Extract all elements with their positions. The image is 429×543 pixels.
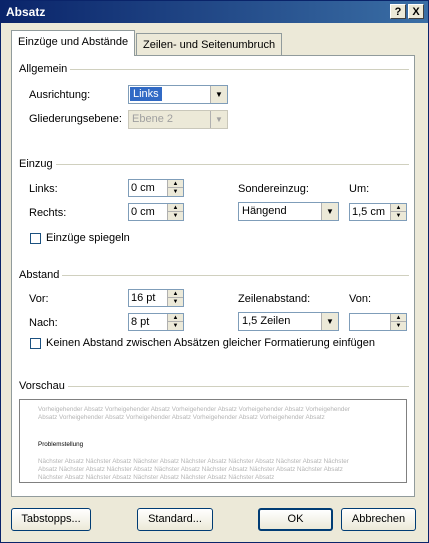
ok-button[interactable]: OK — [258, 508, 333, 531]
sondereinzug-label: Sondereinzug: — [238, 183, 309, 195]
divider — [19, 69, 409, 70]
chevron-down-icon[interactable]: ▼ — [321, 203, 338, 220]
spin-down-icon[interactable]: ▼ — [167, 187, 183, 196]
preview-previous-paragraph: Vorheigehender Absatz Vorheigehender Absatz Vorheigehender Absatz Vorheigehender Absatz Vorheigehender Absatz Vorheigehender Absatz Vorheigehender Absatz Vorheigehender Absatz Vorheigehender Absatz — [38, 406, 350, 421]
chevron-down-icon[interactable]: ▼ — [210, 86, 227, 103]
preview-current-paragraph: Problemstellung — [38, 441, 84, 448]
sondereinzug-select[interactable] — [238, 202, 339, 221]
gliederungsebene-label: Gliederungsebene: — [29, 113, 122, 125]
tab-zeilen-und-seitenumbruch[interactable] — [136, 33, 282, 55]
gliederungsebene-value: Ebene 2 — [132, 113, 173, 125]
spin-down-icon[interactable]: ▼ — [390, 211, 406, 220]
rechts-value: 0 cm — [131, 206, 155, 218]
close-button[interactable]: X — [408, 4, 424, 19]
window-title: Absatz — [6, 5, 46, 19]
zeilenabstand-select[interactable] — [238, 312, 339, 331]
zeilenabstand-label: Zeilenabstand: — [238, 293, 311, 305]
chevron-down-icon: ▼ — [210, 111, 227, 128]
spin-up-icon[interactable]: ▲ — [167, 290, 183, 298]
section-allgemein: Allgemein — [19, 63, 70, 75]
ausrichtung-value: Links — [130, 87, 162, 101]
gliederungsebene-select — [128, 110, 228, 129]
von-stepper[interactable] — [349, 313, 407, 331]
nach-value: 8 pt — [131, 316, 150, 328]
preview-next-paragraph: Nächster Absatz Nächster Absatz Nächster Absatz Nächster Absatz Nächster Absatz Nächster Absatz Nächster Absatz Nächster Absatz Nächster Absatz Nächster Absatz Nächster Absatz Nächster Absatz Nächster Absatz Nächster Absatz Nächster Absatz Nächster Absatz Nächster Absatz Nächster Absatz — [38, 458, 349, 481]
tabstopps-button[interactable]: Tabstopps... — [11, 508, 91, 531]
spin-up-icon[interactable]: ▲ — [167, 180, 183, 188]
keinen-abstand-label: Keinen Abstand zwischen Absätzen gleicher Formatierung einfügen — [46, 337, 375, 349]
vor-stepper[interactable] — [128, 289, 184, 307]
divider — [19, 164, 409, 165]
um-label: Um: — [349, 183, 370, 195]
ausrichtung-select[interactable] — [128, 85, 228, 104]
chevron-down-icon[interactable]: ▼ — [321, 313, 338, 330]
spin-up-icon[interactable]: ▲ — [390, 314, 406, 322]
section-abstand: Abstand — [19, 269, 62, 281]
spin-down-icon[interactable]: ▼ — [390, 321, 406, 330]
title-bar[interactable] — [1, 1, 428, 23]
links-stepper[interactable] — [128, 179, 184, 197]
keinen-abstand-checkbox[interactable] — [30, 338, 41, 349]
preview-box — [19, 399, 407, 483]
von-label: Von: — [349, 293, 372, 305]
rechts-stepper[interactable] — [128, 203, 184, 221]
um-value: 1,5 cm — [352, 206, 386, 218]
spin-down-icon[interactable]: ▼ — [167, 297, 183, 306]
divider — [19, 386, 409, 387]
standard-button[interactable]: Standard... — [137, 508, 213, 531]
links-label: Links: — [29, 183, 58, 195]
abbrechen-button[interactable]: Abbrechen — [341, 508, 416, 531]
tab-label: Einzüge und Abstände — [18, 36, 129, 48]
section-vorschau: Vorschau — [19, 380, 68, 392]
um-stepper[interactable] — [349, 203, 407, 221]
vor-value: 16 pt — [131, 292, 156, 304]
section-einzug: Einzug — [19, 158, 56, 170]
vor-label: Vor: — [29, 293, 49, 305]
tab-einzuege-und-abstaende[interactable] — [11, 30, 135, 56]
zeilenabstand-value: 1,5 Zeilen — [242, 315, 291, 327]
rechts-label: Rechts: — [29, 207, 67, 219]
sondereinzug-value: Hängend — [242, 205, 287, 217]
nach-stepper[interactable] — [128, 313, 184, 331]
ausrichtung-label: Ausrichtung: — [29, 89, 91, 101]
links-value: 0 cm — [131, 182, 155, 194]
spin-up-icon[interactable]: ▲ — [390, 204, 406, 212]
help-button[interactable]: ? — [390, 4, 406, 19]
einzuege-spiegeln-label: Einzüge spiegeln — [46, 232, 130, 244]
divider — [19, 275, 409, 276]
nach-label: Nach: — [29, 317, 58, 329]
tab-label: Zeilen- und Seitenumbruch — [143, 39, 276, 51]
spin-down-icon[interactable]: ▼ — [167, 321, 183, 330]
spin-up-icon[interactable]: ▲ — [167, 314, 183, 322]
einzuege-spiegeln-checkbox[interactable] — [30, 233, 41, 244]
spin-up-icon[interactable]: ▲ — [167, 204, 183, 212]
spin-down-icon[interactable]: ▼ — [167, 211, 183, 220]
